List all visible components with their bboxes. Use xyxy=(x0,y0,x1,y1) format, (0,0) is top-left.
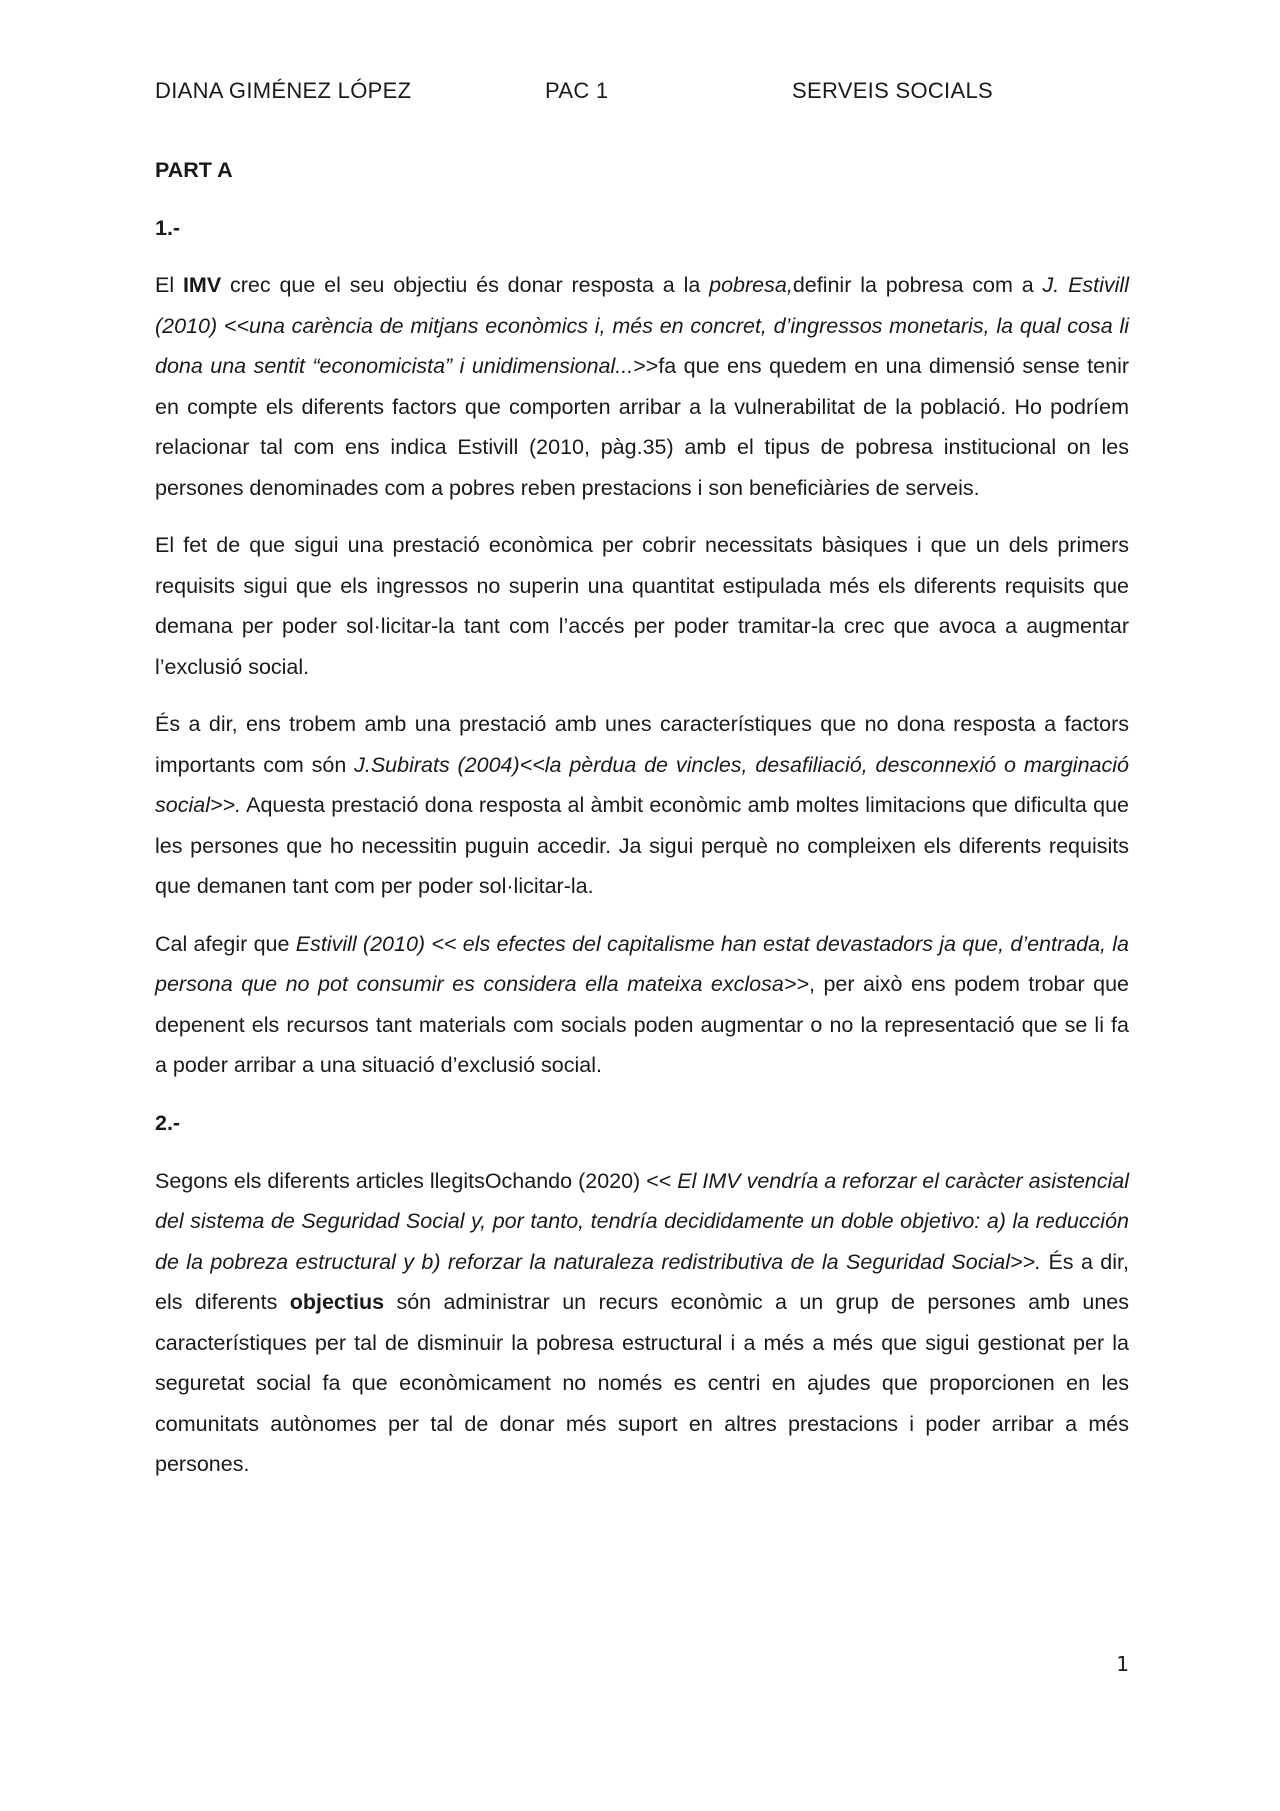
header-subject: SERVEIS SOCIALS xyxy=(792,78,993,103)
question-2-label: 2.- xyxy=(155,1110,181,1135)
page-header xyxy=(155,78,1125,108)
q1-paragraph-3 xyxy=(155,704,1129,907)
q2-p1-text: És a dir, els diferents xyxy=(155,1249,1129,1314)
question-1-label: 1.- xyxy=(155,216,181,240)
q2-p1-bold-objectius: objectius xyxy=(289,1290,385,1314)
q1-p4-text: Cal afegir que xyxy=(155,931,296,956)
q1-p1-text: >>fa que ens quedem en una dimensió sense tenir en compte els diferents factors que comporten arribar a la vulnerabilitat de la població. Ho podríem relacionar tal com ens indica Estivill (2010, pàg.35) amb el tipus de pobresa institucional on les persones denominades com a pobres reben prestacions i son beneficiàries de serveis. xyxy=(155,354,1130,500)
q1-paragraph-4 xyxy=(155,924,1129,1086)
q1-p1-quote: J. Estivill (2010) <<una carència de mitjans econòmics i, més en concret, d’ingressos monetaris, la qual cosa li dona una sentit “economicista” i unidimensional... xyxy=(155,273,1129,378)
q1-p1-text: crec que el seu objectiu és donar resposta a la xyxy=(221,273,710,297)
q1-p3-quote: J.Subirats (2004)<<la pèrdua de vincles, desafiliació, desconnexió o marginació social>>. xyxy=(155,752,1129,817)
q2-paragraph-1 xyxy=(155,1161,1129,1485)
q1-p4-quote: Estivill (2010) << els efectes del capitalisme han estat devastadors ja que, d’entrada, la persona que no pot consumir es considera ella mateixa exclosa>> xyxy=(155,931,1130,996)
q1-paragraph-1 xyxy=(155,265,1129,508)
page-number: 1 xyxy=(1116,1652,1129,1676)
header-author: DIANA GIMÉNEZ LÓPEZ xyxy=(155,78,412,103)
q1-p4-text: , per això ens podem trobar que depenent els recursos tant materials com socials poden augmentar o no la representació que se li fa a poder arribar a una situació d’exclusió social. xyxy=(155,972,1129,1077)
q2-p1-text: Segons els diferents articles llegitsOchando (2020) << xyxy=(155,1168,678,1193)
q1-p3-text: És a dir, ens trobem amb una prestació amb unes característiques que no dona resposta a factors importants com són xyxy=(155,712,1129,777)
q1-p1-italic: pobresa, xyxy=(709,273,793,297)
q2-p1-text: són administrar un recurs econòmic a un grup de persones amb unes característiques per tal de disminuir la pobresa estructural i a més a més que sigui gestionat per la seguretat social fa que econòmicament no només es centri en ajudes que proporcionen en les comunitats autònomes per tal de donar més suport en altres prestacions i poder arribar a més persones. xyxy=(155,1290,1129,1476)
q1-p1-text: El xyxy=(155,273,183,297)
q1-paragraph-2: El fet de que sigui una prestació econòmica per cobrir necessitats bàsiques i que un dels primers requisits sigui que els ingressos no superin una quantitat estipulada més els diferents requisits que demana per poder sol·licitar-la tant com l’accés per poder tramitar-la crec que avoca a augmentar l’exclusió social. xyxy=(155,533,1129,679)
q1-p3-text: Aquesta prestació dona resposta al àmbit econòmic amb moltes limitacions que dificulta que les persones que ho necessitin puguin accedir. Ja sigui perquè no compleixen els diferents requisits que demanen tant com per poder sol·licitar-la. xyxy=(155,793,1129,898)
header-assignment: PAC 1 xyxy=(545,78,609,103)
document-body xyxy=(155,150,1129,1502)
q1-p1-bold-imv: IMV xyxy=(182,273,222,297)
q1-p1-text: definir la pobresa com a xyxy=(792,273,1043,297)
section-title: PART A xyxy=(155,158,233,182)
q2-p1-quote: El IMV vendría a reforzar el caràcter asistencial del sistema de Seguridad Social y, por tanto, tendría decididamente un doble objetivo: a) la reducción de la pobreza estructural y b) reforzar la naturaleza redistributiva de la Seguridad Social>>. xyxy=(155,1168,1129,1274)
